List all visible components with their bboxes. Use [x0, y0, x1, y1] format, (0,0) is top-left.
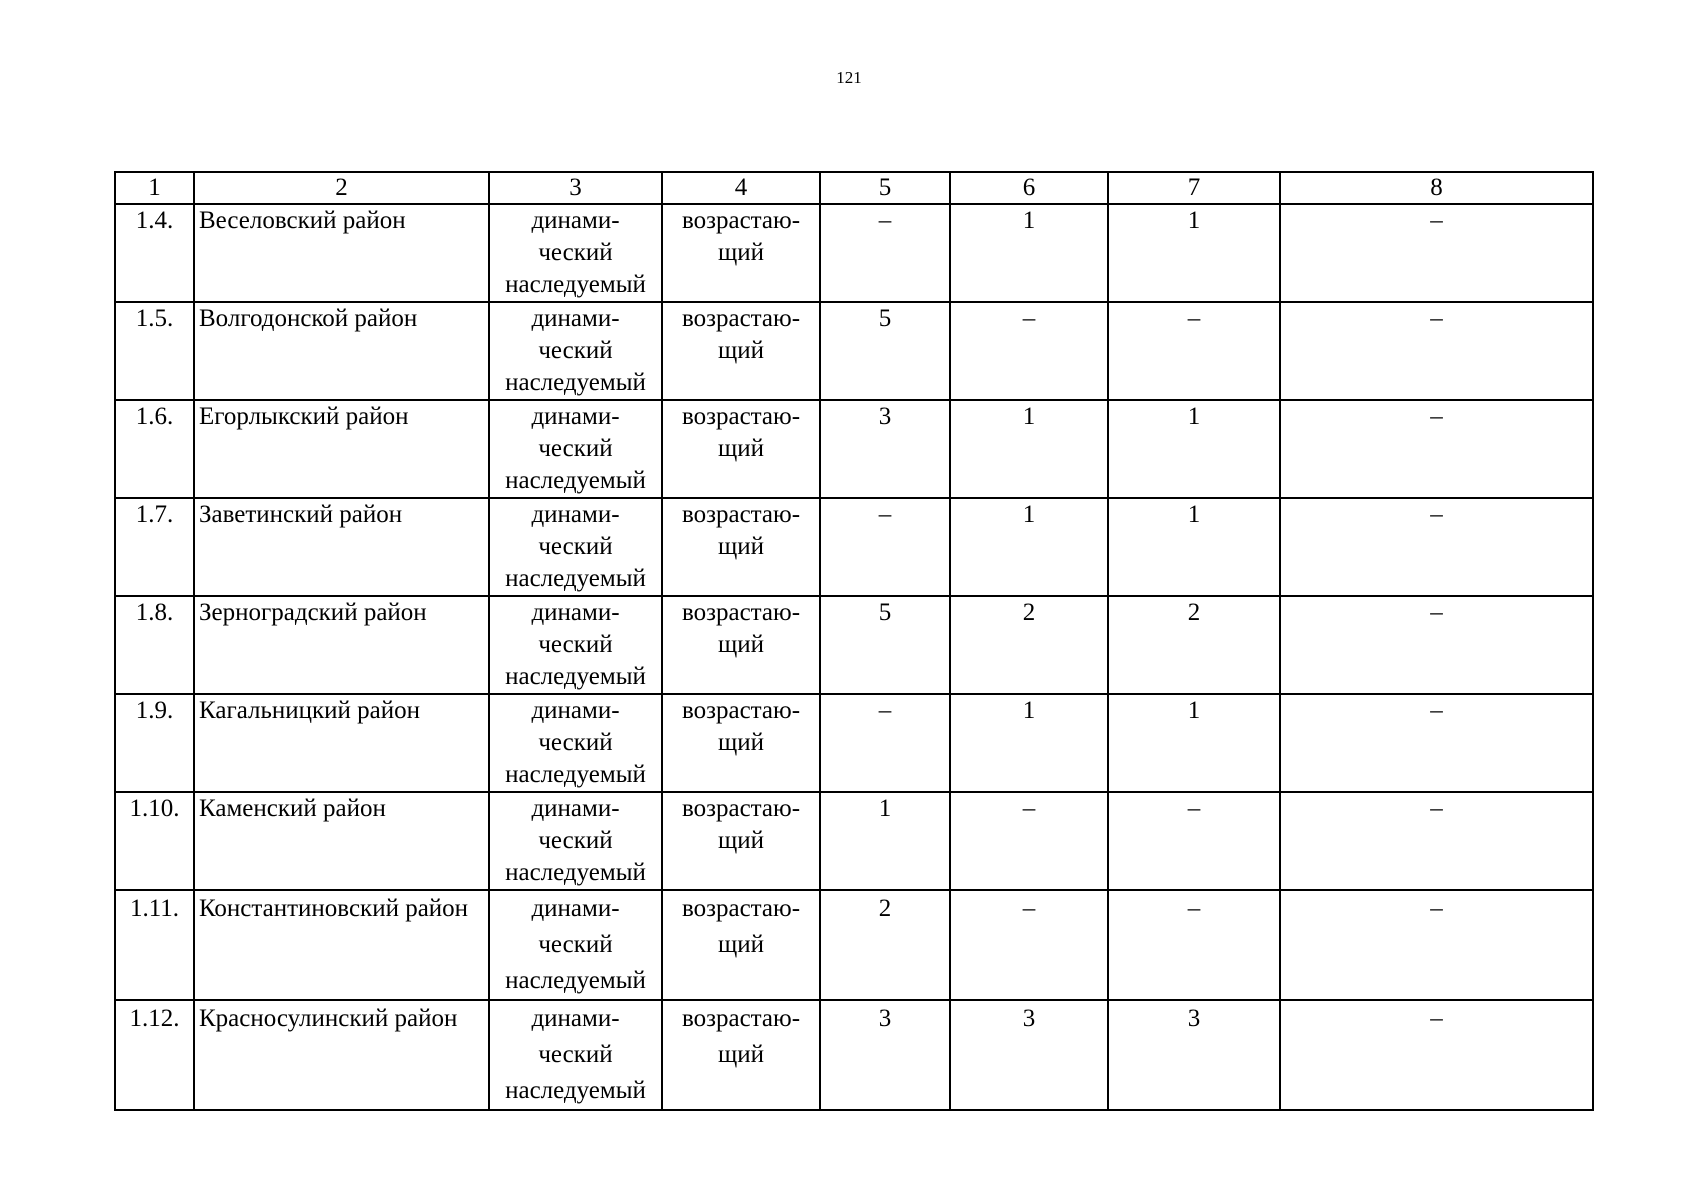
trend-line: возрастаю- [681, 1005, 801, 1032]
type-line: динами- [531, 795, 620, 822]
row-number: 1.6. [115, 400, 194, 498]
value-col5: 3 [820, 400, 950, 498]
column-header: 5 [820, 172, 950, 204]
trend-line: возрастаю- [681, 795, 801, 822]
value-col7: – [1108, 792, 1280, 890]
value-col8: – [1280, 1000, 1593, 1110]
value-col7: 1 [1108, 400, 1280, 498]
table-row [115, 596, 1593, 694]
page-number: 121 [836, 68, 862, 87]
district-name: Волгодонской район [194, 302, 489, 400]
type-cell [489, 694, 662, 792]
type-cell [489, 204, 662, 302]
district-name: Веселовский район [194, 204, 489, 302]
type-line: наследуемый [505, 859, 646, 886]
header-row [115, 172, 1593, 204]
column-header: 7 [1108, 172, 1280, 204]
value-col7: – [1108, 890, 1280, 1000]
type-cell [489, 1000, 662, 1110]
table-row [115, 792, 1593, 890]
type-line: динами- [531, 1005, 620, 1032]
row-number: 1.8. [115, 596, 194, 694]
row-number: 1.7. [115, 498, 194, 596]
column-header: 4 [662, 172, 820, 204]
type-line: наследуемый [505, 271, 646, 298]
district-name: Зерноградский район [194, 596, 489, 694]
table-row [115, 498, 1593, 596]
trend-cell [662, 792, 820, 890]
type-cell [489, 890, 662, 1000]
trend-line: щий [717, 533, 764, 560]
trend-line: возрастаю- [681, 403, 801, 430]
trend-cell [662, 596, 820, 694]
type-line: ческий [538, 827, 613, 854]
row-number: 1.4. [115, 204, 194, 302]
table-row [115, 1000, 1593, 1110]
trend-line: возрастаю- [681, 697, 801, 724]
row-number: 1.9. [115, 694, 194, 792]
type-line: наследуемый [505, 967, 646, 994]
value-col8: – [1280, 498, 1593, 596]
type-cell [489, 596, 662, 694]
type-line: динами- [531, 599, 620, 626]
trend-line: щий [717, 729, 764, 756]
district-name: Егорлыкский район [194, 400, 489, 498]
value-col6: – [950, 890, 1108, 1000]
district-name: Каменский район [194, 792, 489, 890]
table-row [115, 204, 1593, 302]
trend-line: щий [717, 239, 764, 266]
district-name: Заветинский район [194, 498, 489, 596]
type-line: ческий [538, 631, 613, 658]
table-row [115, 694, 1593, 792]
table-row [115, 400, 1593, 498]
value-col8: – [1280, 890, 1593, 1000]
type-line: динами- [531, 207, 620, 234]
value-col6: 1 [950, 694, 1108, 792]
type-line: динами- [531, 305, 620, 332]
value-col6: – [950, 792, 1108, 890]
trend-line: возрастаю- [681, 895, 801, 922]
type-line: наследуемый [505, 663, 646, 690]
value-col8: – [1280, 694, 1593, 792]
value-col5: 5 [820, 302, 950, 400]
value-col7: 3 [1108, 1000, 1280, 1110]
value-col5: 3 [820, 1000, 950, 1110]
value-col8: – [1280, 792, 1593, 890]
type-line: наследуемый [505, 369, 646, 396]
type-line: наследуемый [505, 467, 646, 494]
trend-line: возрастаю- [681, 501, 801, 528]
trend-line: возрастаю- [681, 207, 801, 234]
value-col6: 2 [950, 596, 1108, 694]
column-header: 8 [1280, 172, 1593, 204]
trend-line: возрастаю- [681, 599, 801, 626]
trend-line: возрастаю- [681, 305, 801, 332]
type-line: наследуемый [505, 761, 646, 788]
trend-line: щий [717, 337, 764, 364]
trend-line: щий [717, 1041, 764, 1068]
trend-cell [662, 302, 820, 400]
value-col5: – [820, 694, 950, 792]
type-line: динами- [531, 403, 620, 430]
type-cell [489, 302, 662, 400]
value-col7: 1 [1108, 694, 1280, 792]
type-line: ческий [538, 729, 613, 756]
value-col5: – [820, 498, 950, 596]
type-line: ческий [538, 239, 613, 266]
value-col5: 1 [820, 792, 950, 890]
type-line: наследуемый [505, 1077, 646, 1104]
trend-line: щий [717, 931, 764, 958]
value-col8: – [1280, 596, 1593, 694]
table-row [115, 302, 1593, 400]
trend-cell [662, 204, 820, 302]
trend-line: щий [717, 435, 764, 462]
type-line: ческий [538, 337, 613, 364]
column-header: 6 [950, 172, 1108, 204]
column-header: 1 [115, 172, 194, 204]
value-col6: 3 [950, 1000, 1108, 1110]
value-col6: 1 [950, 204, 1108, 302]
type-line: динами- [531, 895, 620, 922]
value-col6: 1 [950, 498, 1108, 596]
data-table [114, 171, 1594, 1111]
type-cell [489, 400, 662, 498]
value-col5: 2 [820, 890, 950, 1000]
trend-cell [662, 498, 820, 596]
value-col7: 1 [1108, 204, 1280, 302]
type-cell [489, 792, 662, 890]
value-col8: – [1280, 204, 1593, 302]
value-col7: 1 [1108, 498, 1280, 596]
district-name: Константиновский район [194, 890, 489, 1000]
row-number: 1.11. [115, 890, 194, 1000]
column-header: 2 [194, 172, 489, 204]
type-line: ческий [538, 533, 613, 560]
value-col6: – [950, 302, 1108, 400]
value-col8: – [1280, 302, 1593, 400]
trend-line: щий [717, 827, 764, 854]
type-line: ческий [538, 1041, 613, 1068]
type-line: динами- [531, 697, 620, 724]
trend-line: щий [717, 631, 764, 658]
type-line: динами- [531, 501, 620, 528]
type-cell [489, 498, 662, 596]
type-line: ческий [538, 435, 613, 462]
district-name: Кагальницкий район [194, 694, 489, 792]
value-col5: – [820, 204, 950, 302]
value-col5: 5 [820, 596, 950, 694]
row-number: 1.12. [115, 1000, 194, 1110]
value-col7: – [1108, 302, 1280, 400]
trend-cell [662, 694, 820, 792]
trend-cell [662, 1000, 820, 1110]
trend-cell [662, 890, 820, 1000]
trend-cell [662, 400, 820, 498]
row-number: 1.10. [115, 792, 194, 890]
value-col8: – [1280, 400, 1593, 498]
row-number: 1.5. [115, 302, 194, 400]
type-line: ческий [538, 931, 613, 958]
column-header: 3 [489, 172, 662, 204]
type-line: наследуемый [505, 565, 646, 592]
table-row [115, 890, 1593, 1000]
district-name: Красносулинский район [194, 1000, 489, 1110]
value-col6: 1 [950, 400, 1108, 498]
value-col7: 2 [1108, 596, 1280, 694]
